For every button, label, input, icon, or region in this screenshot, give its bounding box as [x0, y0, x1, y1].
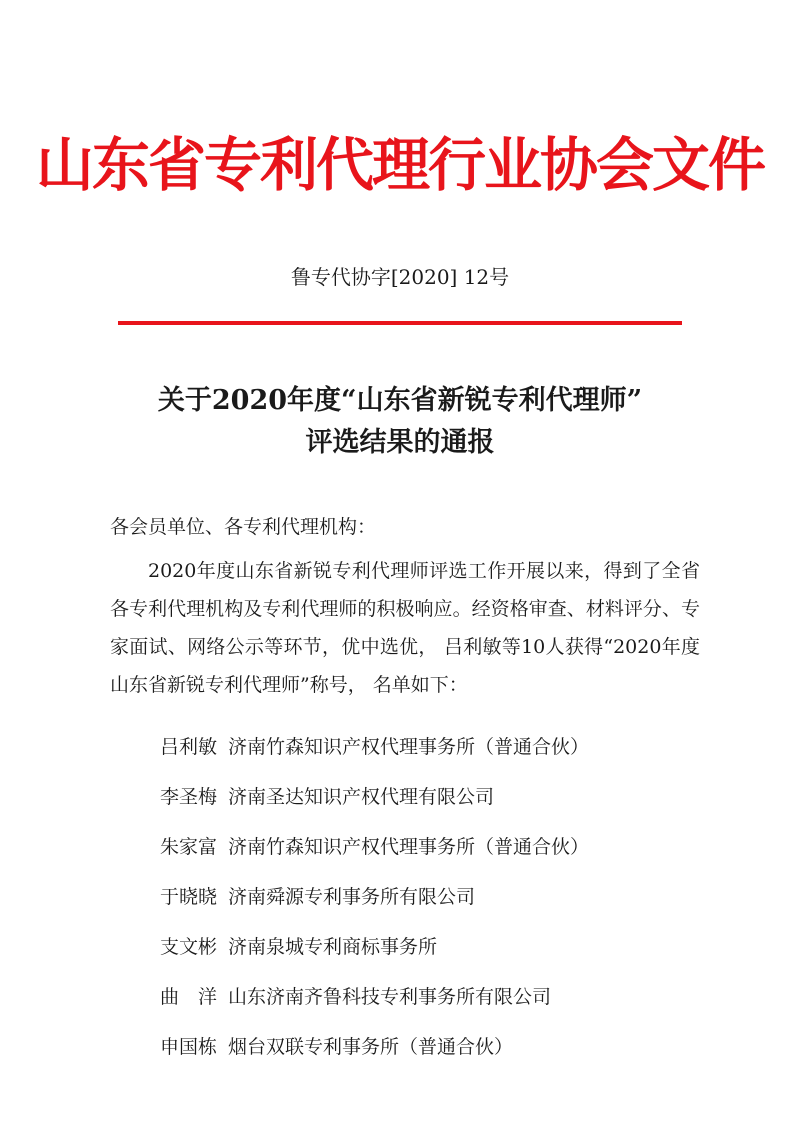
list-item	[160, 822, 720, 872]
awardee-name: 支文彬	[160, 936, 218, 958]
awardee-firm: 济南泉城专利商标事务所	[228, 936, 438, 958]
awardee-firm: 济南竹森知识产权代理事务所（普通合伙）	[228, 836, 590, 858]
awardee-firm: 山东济南齐鲁科技专利事务所有限公司	[228, 986, 552, 1008]
red-divider	[118, 321, 682, 325]
org-document-title: 山东省专利代理行业协会文件	[35, 131, 764, 199]
awardee-list	[160, 722, 720, 1072]
salutation: 各会员单位、各专利代理机构：	[110, 516, 377, 538]
notice-headline	[0, 380, 800, 464]
awardee-firm: 济南圣达知识产权代理有限公司	[228, 786, 495, 808]
list-item	[160, 772, 720, 822]
awardee-name: 曲 洋	[160, 986, 218, 1008]
body-paragraph: 2020年度山东省新锐专利代理师评选工作开展以来，得到了全省各专利代理机构及专利代理师的积极响应。经资格审查、材料评分、专家面试、网络公示等环节，优中选优， 吕利敏等10人获得“2020年度山东省新锐专利代理师”称号， 名单如下：	[110, 560, 700, 696]
awardee-name: 李圣梅	[160, 786, 218, 808]
awardee-firm: 烟台双联专利事务所（普通合伙）	[228, 1036, 514, 1058]
awardee-firm: 济南舜源专利事务所有限公司	[228, 886, 476, 908]
list-item	[160, 722, 720, 772]
awardee-name: 于晓晓	[160, 886, 218, 908]
list-item	[160, 872, 720, 922]
list-item	[160, 972, 720, 1022]
list-item	[160, 1022, 720, 1072]
list-item	[160, 922, 720, 972]
awardee-name: 申国栋	[160, 1036, 218, 1058]
document-number: 鲁专代协字[2020] 12号	[290, 265, 510, 289]
awardee-firm: 济南竹森知识产权代理事务所（普通合伙）	[228, 736, 590, 758]
awardee-name: 吕利敏	[160, 736, 218, 758]
awardee-name: 朱家富	[160, 836, 218, 858]
headline-line-1: 关于2020年度“山东省新锐专利代理师”	[157, 385, 643, 416]
headline-line-2: 评选结果的通报	[305, 427, 495, 458]
